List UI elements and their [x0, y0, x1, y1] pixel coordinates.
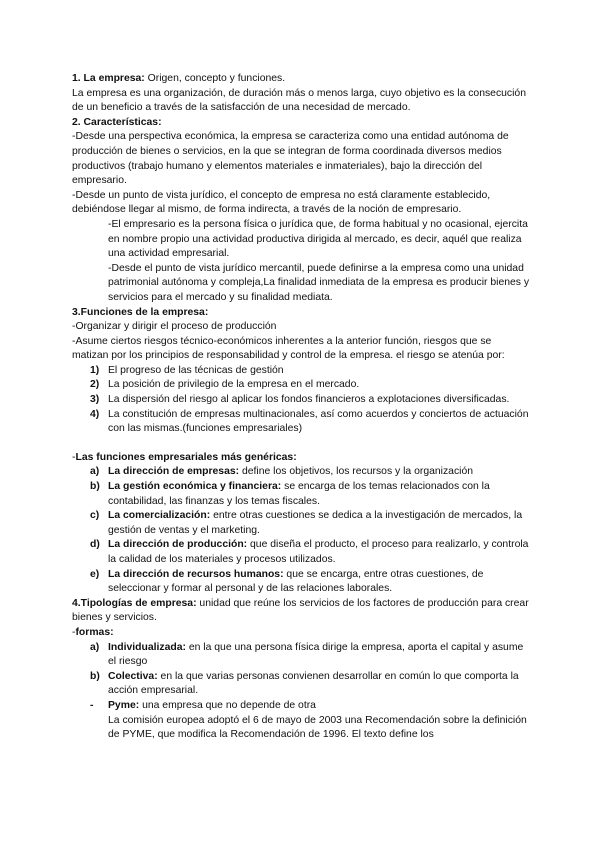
list-item: c) La comercialización: entre otras cuestiones se dedica a la investigación de mercados, la gestión de ventas y el marketing. [90, 510, 523, 536]
section-3-paragraph-2: -Asume ciertos riesgos técnico-económicos inherentes a la anterior función, riesgos que se matizan por los principios de responsabilidad y control de la empresa. el riesgo se atenúa por: [72, 335, 505, 362]
list-item: 2) La posición de privilegio de la empresa en el mercado. [90, 379, 360, 391]
risk-list [72, 364, 530, 437]
section-2-paragraph-2: -Desde un punto de vista jurídico, el concepto de empresa no está claramente establecido, debiéndose llegar al mismo, de forma indirecta, a través de la noción de empresario. [72, 189, 491, 216]
spacer [72, 437, 530, 451]
forms-list [72, 641, 530, 743]
list-item: a) Individualizada: en la que una persona física dirige la empresa, aporta el capital y asume el riesgo [90, 641, 524, 668]
list-item-pyme: - Pyme: una empresa que no depende de otra La comisión europea adoptó el 6 de mayo de 2003 una Recomendación sobre la definición de PYME, que modifica la Recomendación de 1996. El texto define los [72, 699, 530, 743]
forms-label: -formas: [72, 626, 114, 638]
list-item: b) La gestión económica y financiera: se encarga de los temas relacionados con la contabilidad, las finanzas y los temas fiscales. [90, 481, 490, 507]
document-page [72, 72, 530, 743]
section-2-heading: 2. Características: [72, 116, 162, 128]
section-3-heading: 3.Funciones de la empresa: [72, 306, 209, 318]
generic-functions-list [72, 465, 530, 596]
section-4-heading: 4.Tipologías de empresa: unidad que reúne los servicios de los factores de producción para crear bienes y servicios. [72, 597, 529, 624]
section-2-paragraph-3: -El empresario es la persona física o jurídica que, de forma habitual y no ocasional, ejercita en nombre propio una actividad productiva dirigida al mercado, es decir, aquél que realiza una actividad empresarial. [108, 218, 528, 260]
section-2-paragraph-4: -Desde el punto de vista jurídico mercantil, puede definirse a la empresa como una unidad patrimonial autónoma y compleja,La finalidad inmediata de la empresa es producir bienes y servicios para el mercado y su finalidad mediata. [108, 262, 530, 303]
list-item: e) La dirección de recursos humanos: que se encarga, entre otras cuestiones, de seleccionar y formar al personal y de las relaciones laborales. [90, 568, 484, 595]
list-item: d) La dirección de producción: que diseña el producto, el proceso para realizarlo, y controla la calidad de los materiales y procesos utilizados. [90, 539, 529, 565]
list-item: a) La dirección de empresas: define los objetivos, los recursos y la organización [90, 466, 474, 478]
pyme-paragraph: La comisión europea adoptó el 6 de mayo de 2003 una Recomendación sobre la definición de PYME, que modifica la Recomendación de 1996. El texto define los [108, 714, 527, 741]
list-item: 1) El progreso de las técnicas de gestión [90, 364, 284, 376]
section-1-text: La empresa es una organización, de duración más o menos larga, cuyo objetivo es la consecución de un beneficio a través de la satisfacción de una necesidad de mercado. [72, 87, 526, 114]
section-2-paragraph-1: -Desde una perspectiva económica, la empresa se caracteriza como una entidad autónoma de producción de bienes o servicios, en la que se integran de forma coordinada diversos medios productivos (trabajo humano y elementos materiales e inmateriales), bajo la dirección del empresario. [72, 131, 509, 187]
section-3-paragraph-1: -Organizar y dirigir el proceso de producción [72, 321, 277, 333]
list-item: 3) La dispersión del riesgo al aplicar los fondos financieros a explotaciones diversificadas. [90, 394, 510, 406]
generic-functions-heading: -Las funciones empresariales más genéricas: [72, 451, 297, 463]
list-item: 4) La constitución de empresas multinacionales, así como acuerdos y conciertos de actuación con las mismas.(funciones empresariales) [90, 408, 529, 435]
section-1-heading: 1. La empresa: Origen, concepto y funciones. [72, 73, 286, 84]
list-item: b) Colectiva: en la que varias personas convienen desarrollar en común lo que comporta la acción empresarial. [90, 670, 519, 697]
